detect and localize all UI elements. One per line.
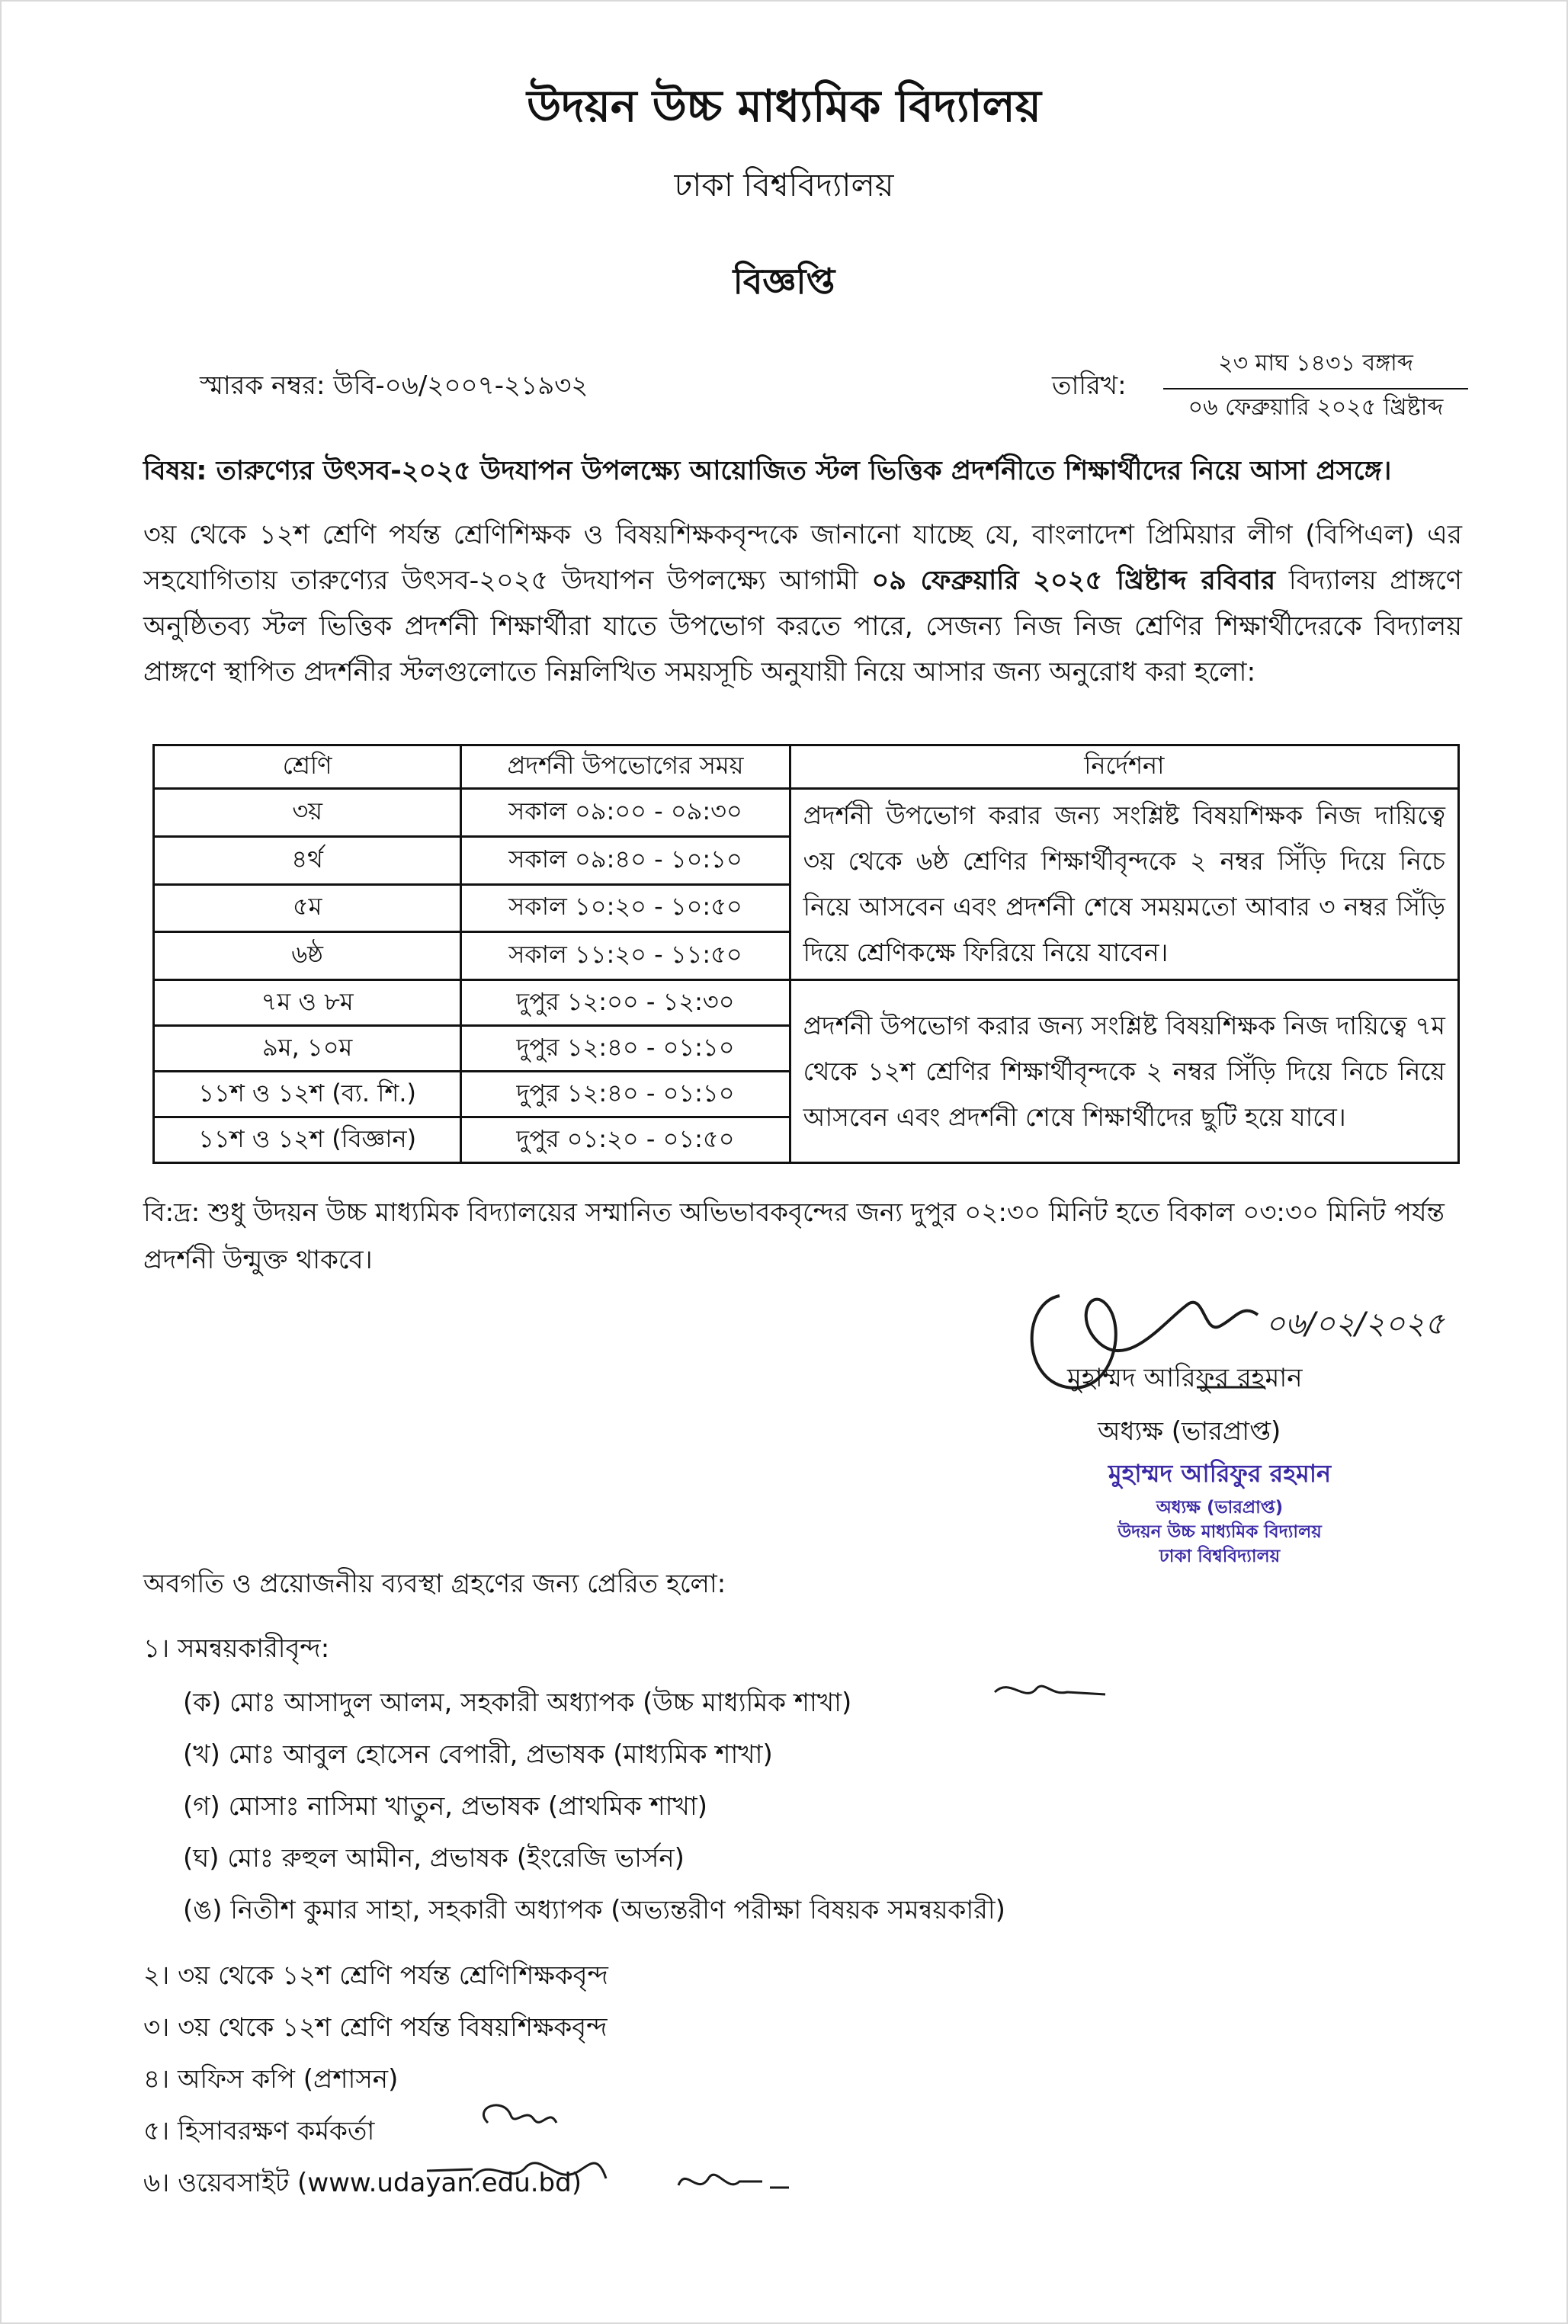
row-class: ৯ম, ১০ম (154, 1026, 461, 1072)
coordinators-heading: ১। সমন্বয়কারীবৃন্দ: (143, 1633, 330, 1664)
row-class: ৭ম ও ৮ম (154, 980, 461, 1026)
row-class: ৩য় (154, 789, 461, 837)
recipient-item: ৪। অফিস কপি (প্রশাসন) (143, 2064, 399, 2095)
signature-date: ০৬/০২/২০২৫ (1265, 1306, 1445, 1342)
seal-school: উদয়ন উচ্চ মাধ্যমিক বিদ্যালয় (1117, 1522, 1322, 1542)
body-paragraph (143, 512, 1462, 695)
row-time: দুপুর ১২:০০ - ১২:৩০ (461, 980, 790, 1026)
subject-line: বিষয়: তারুণ্যের উৎসব-২০২৫ উদযাপন উপলক্ষ্যে আয়োজিত স্টল ভিত্তিক প্রদর্শনীতে শিক্ষার্থীদের নিয়ে আসা প্রসঙ্গে। (143, 456, 1392, 486)
row-time: সকাল ১০:২০ - ১০:৫০ (461, 884, 790, 932)
initials-mark-4 (671, 2159, 793, 2204)
coordinator-item: (ক) মোঃ আসাদুল আলম, সহকারী অধ্যাপক (উচ্চ মাধ্যমিক শাখা) (183, 1688, 852, 1718)
row-class: ৬ষ্ঠ (154, 932, 461, 980)
row-class: ৪র্থ (154, 836, 461, 884)
notice-title: বিজ্ঞপ্তি (733, 261, 835, 302)
row-class: ৫ম (154, 884, 461, 932)
initials-mark-2 (473, 2092, 564, 2146)
table-row (154, 980, 1459, 1026)
table-header-row (154, 745, 1459, 789)
school-name: উদয়ন উচ্চ মাধ্যমিক বিদ্যালয় (527, 80, 1041, 132)
body-part-1: ৩য় থেকে ১২শ শ্রেণি পর্যন্ত শ্রেণিশিক্ষক ও বিষয়শিক্ষকবৃন্দকে জানানো যাচ্ছে যে, বাংলাদেশ প্রিমিয়ার লীগ (বিপিএল) এর সহযোগিতায় তারুণ্যের উৎসব-২০২৫ উদযাপন উপলক্ষ্যে আগামী (143, 520, 1462, 596)
event-date: ০৯ ফেব্রুয়ারি ২০২৫ খ্রিষ্টাব্দ রবিবার (871, 566, 1276, 596)
date-gregorian: ০৬ ফেব্রুয়ারি ২০২৫ খ্রিষ্টাব্দ (1188, 394, 1444, 421)
memo-number: স্মারক নম্বর: উবি-০৬/২০০৭-২১৯৩২ (200, 370, 588, 401)
row-time: দুপুর ০১:২০ - ০১:৫০ (461, 1117, 790, 1163)
row-time: সকাল ০৯:৪০ - ১০:১০ (461, 836, 790, 884)
row-time: দুপুর ১২:৪০ - ০১:১০ (461, 1026, 790, 1072)
recipient-item: ৬। ওয়েবসাইট (www.udayan.edu.bd) (143, 2168, 582, 2198)
header-instruction: নির্দেশনা (790, 745, 1458, 789)
row-time: দুপুর ১২:৪০ - ০১:১০ (461, 1072, 790, 1117)
seal-role: অধ্যক্ষ (ভারপ্রাপ্ত) (1156, 1498, 1284, 1518)
row-time: সকাল ১১:২০ - ১১:৫০ (461, 932, 790, 980)
date-bangla: ২৩ মাঘ ১৪৩১ বঙ্গাব্দ (1163, 345, 1468, 389)
row-time: সকাল ০৯:০০ - ০৯:৩০ (461, 789, 790, 837)
seal-university: ঢাকা বিশ্ববিদ্যালয় (1159, 1547, 1281, 1566)
date-label: তারিখ: (1052, 370, 1127, 401)
principal-role: অধ্যক্ষ (ভারপ্রাপ্ত) (1098, 1416, 1281, 1447)
initials-mark-3 (427, 2148, 625, 2194)
recipient-item: ২। ৩য় থেকে ১২শ শ্রেণি পর্যন্ত শ্রেণিশিক্ষকবৃন্দ (143, 1960, 608, 1991)
row-class: ১১শ ও ১২শ (ব্য. শি.) (154, 1072, 461, 1117)
row-class: ১১শ ও ১২শ (বিজ্ঞান) (154, 1117, 461, 1163)
seal-name: মুহাম্মদ আরিফুর রহমান (1108, 1459, 1332, 1488)
forward-intro: অবগতি ও প্রয়োজনীয় ব্যবস্থা গ্রহণের জন্য প্রেরিত হলো: (143, 1569, 726, 1599)
body-part-2: বিদ্যালয় প্রাঙ্গণে অনুষ্ঠিতব্য স্টল ভিত্তিক প্রদর্শনী শিক্ষার্থীরা যাতে উপভোগ করতে পারে, সেজন্য নিজ নিজ শ্রেণির শিক্ষার্থীদেরকে বিদ্যালয় প্রাঙ্গণে স্থাপিত প্রদর্শনীর স্টলগুলোতে নিম্নলিখিত সময়সূচি অনুযায়ী নিয়ে আসার জন্য অনুরোধ করা হলো: (143, 566, 1462, 688)
header-time: প্রদর্শনী উপভোগের সময় (461, 745, 790, 789)
table-row (154, 789, 1459, 837)
schedule-table (152, 744, 1460, 1164)
coordinator-item: (খ) মোঃ আবুল হোসেন বেপারী, প্রভাষক (মাধ্যমিক শাখা) (183, 1739, 773, 1770)
instruction-cell-2: প্রদর্শনী উপভোগ করার জন্য সংশ্লিষ্ট বিষয়শিক্ষক নিজ দায়িত্বে ৭ম থেকে ১২শ শ্রেণির শিক্ষার্থীবৃন্দকে ২ নম্বর সিঁড়ি দিয়ে নিচে নিয়ে আসবেন এবং প্রদর্শনী শেষে শিক্ষার্থীদের ছুটি হয়ে যাবে। (790, 980, 1458, 1163)
recipient-item: ৫। হিসাবরক্ষণ কর্মকর্তা (143, 2116, 375, 2146)
recipient-item: ৩। ৩য় থেকে ১২শ শ্রেণি পর্যন্ত বিষয়শিক্ষকবৃন্দ (143, 2012, 608, 2043)
coordinator-item: (গ) মোসাঃ নাসিমা খাতুন, প্রভাষক (প্রাথমিক শাখা) (183, 1791, 707, 1822)
university-name: ঢাকা বিশ্ববিদ্যালয় (674, 166, 894, 204)
initials-mark-1 (991, 1673, 1113, 1711)
coordinator-item: (ঙ) নিতীশ কুমার সাহা, সহকারী অধ্যাপক (অভ্যন্তরীণ পরীক্ষা বিষয়ক সমন্বয়কারী) (183, 1895, 1005, 1925)
principal-name: মুহাম্মদ আরিফুর রহমান (1067, 1363, 1303, 1393)
header-class: শ্রেণি (154, 745, 461, 789)
instruction-cell-1: প্রদর্শনী উপভোগ করার জন্য সংশ্লিষ্ট বিষয়শিক্ষক নিজ দায়িত্বে ৩য় থেকে ৬ষ্ঠ শ্রেণির শিক্ষার্থীবৃন্দকে ২ নম্বর সিঁড়ি দিয়ে নিচে নিয়ে আসবেন এবং প্রদর্শনী শেষে সময়মতো আবার ৩ নম্বর সিঁড়ি দিয়ে শ্রেণিকক্ষে ফিরিয়ে নিয়ে যাবেন। (790, 789, 1458, 980)
coordinator-item: (ঘ) মোঃ রুহুল আমীন, প্রভাষক (ইংরেজি ভার্সন) (183, 1843, 685, 1874)
note-paragraph: বি:দ্র: শুধু উদয়ন উচ্চ মাধ্যমিক বিদ্যালয়ের সম্মানিত অভিভাবকবৃন্দের জন্য দুপুর ০২:৩০ মিনিট হতে বিকাল ০৩:৩০ মিনিট পর্যন্ত প্রদর্শনী উন্মুক্ত থাকবে। (143, 1197, 1445, 1275)
official-seal (1037, 1454, 1403, 1569)
